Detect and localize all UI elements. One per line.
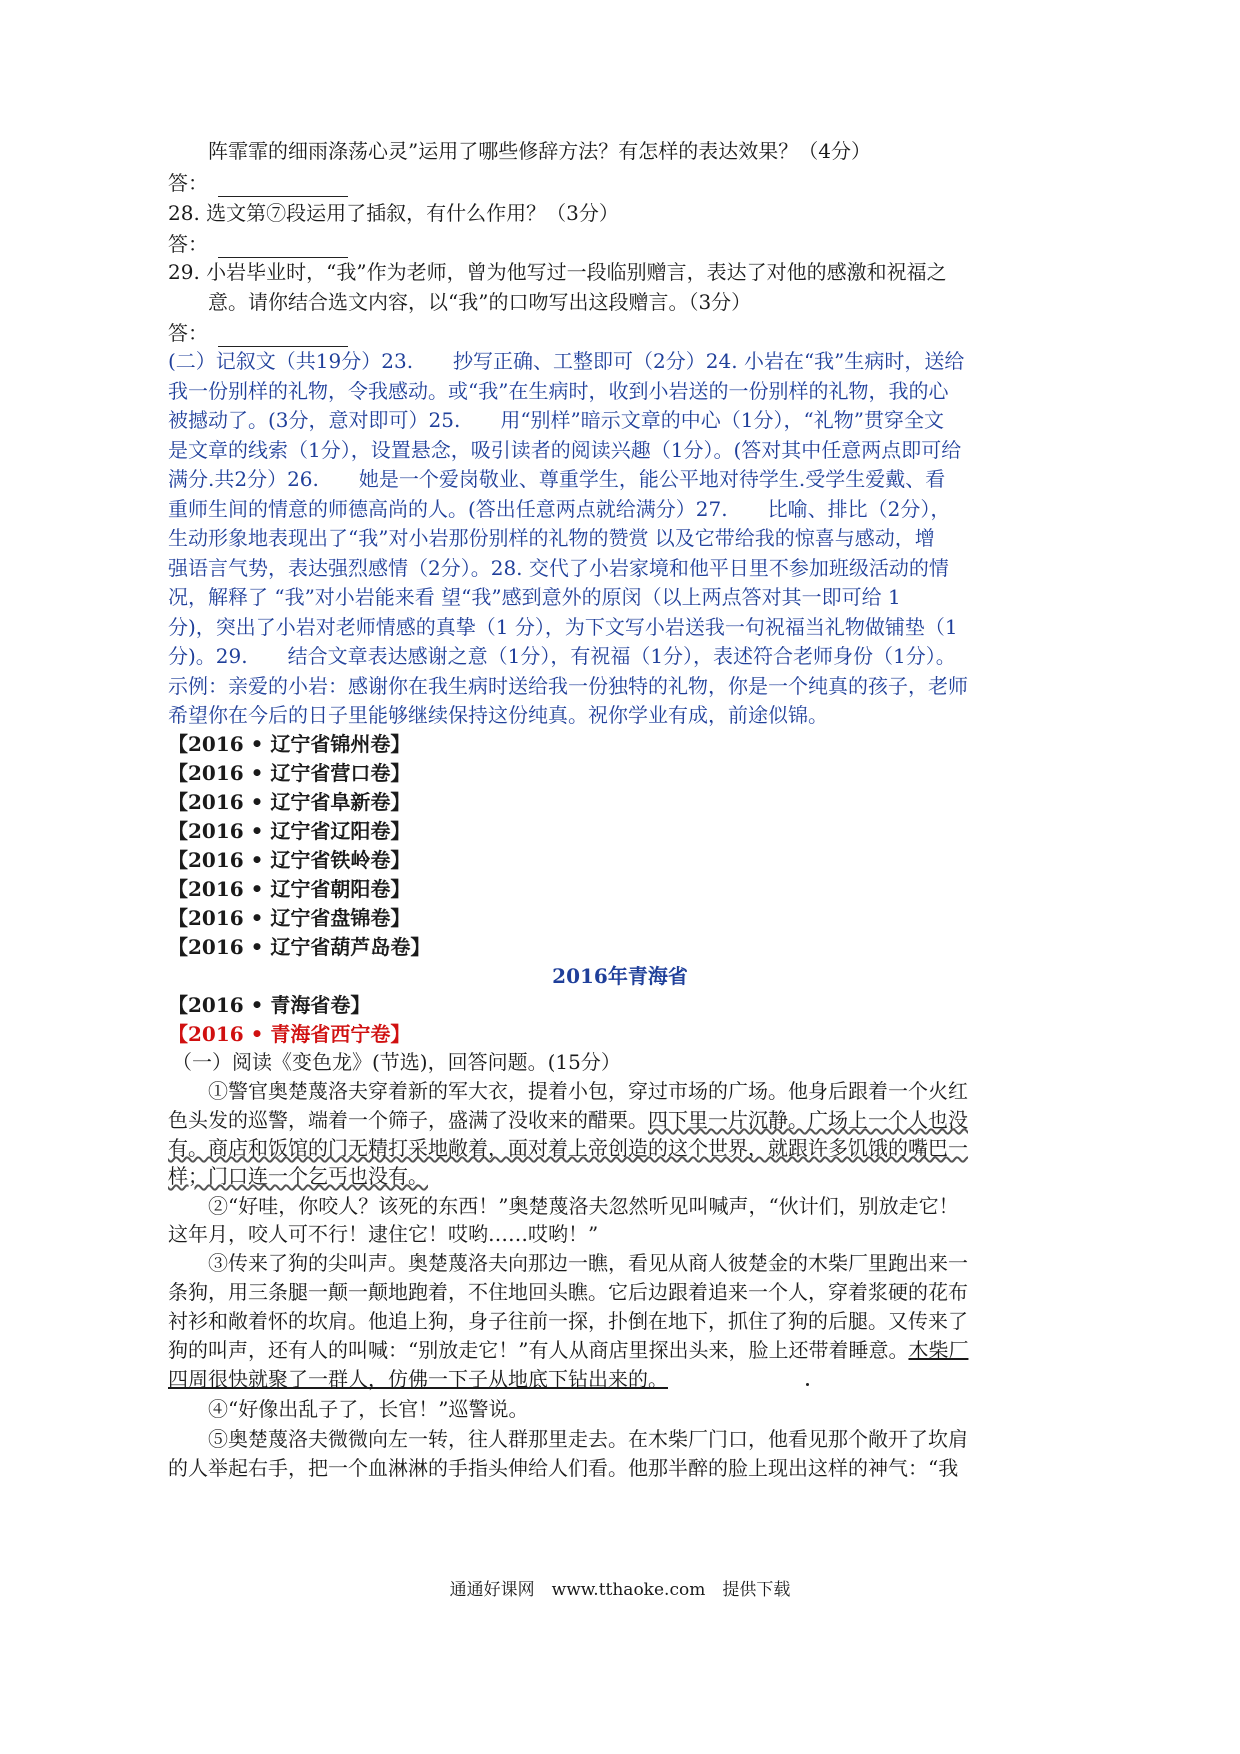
- section-header-qinghai: 【2016 • 青海省卷】: [168, 993, 371, 1017]
- answer-line-27: [168, 169, 348, 197]
- paragraph-3-line: 条狗，用三条腿一颠一颠地跑着，不住地回头瞧。它后边跟着追来一个人，穿着浆硬的花布: [168, 1280, 968, 1304]
- province-title: 2016年青海省: [552, 964, 688, 988]
- answer-key-line: 生动形象地表现出了“我”对小岩那份别样的礼物的赞赏 以及它带给我的惊喜与感动，增: [168, 526, 935, 550]
- section-header-chaoyang: 【2016 • 辽宁省朝阳卷】: [168, 877, 411, 901]
- answer-blank[interactable]: [218, 237, 348, 258]
- answer-label: 答：: [168, 171, 208, 195]
- section-header-fuxin: 【2016 • 辽宁省阜新卷】: [168, 790, 411, 814]
- answer-blank[interactable]: [218, 326, 348, 347]
- stray-dot: [806, 1383, 809, 1386]
- answer-key-line: 满分.共2分）26. 她是一个爱岗敬业、尊重学生，能公平地对待学生.受学生爱戴、看: [168, 467, 946, 491]
- wavy-underlined-text: 有。商店和饭馆的门无精打采地敞着，面对着上帝创造的这个世界，就跟许多饥饿的嘴巴一: [168, 1136, 968, 1160]
- answer-blank[interactable]: [218, 176, 348, 197]
- answer-key-line: (二）记叙文（共19分）23. 抄写正确、工整即可（2分）24. 小岩在“我”生病时，送给: [168, 349, 965, 373]
- paragraph-3-line: 衬衫和敞着怀的坎肩。他追上狗，身子往前一探，扑倒在地下，抓住了狗的后腿。又传来了: [168, 1309, 968, 1333]
- reading-intro: （一）阅读《变色龙》(节选)，回答问题。(15分）: [172, 1050, 621, 1074]
- section-header-huludao: 【2016 • 辽宁省葫芦岛卷】: [168, 935, 431, 959]
- answer-key-line: 被撼动了。(3分，意对即可）25. 用“别样”暗示文章的中心（1分），“礼物”贯穿全文: [168, 408, 944, 432]
- answer-label: 答：: [168, 321, 208, 345]
- wavy-underlined-text: 样；门口连一个乞丐也没有。: [168, 1164, 428, 1188]
- answer-key-line: 希望你在今后的日子里能够继续保持这份纯真。祝你学业有成，前途似锦。: [168, 703, 828, 727]
- wavy-underlined-text: 四下里一片沉静。广场上一个人也没: [648, 1108, 968, 1132]
- answer-label: 答：: [168, 232, 208, 256]
- section-header-yingkou: 【2016 • 辽宁省营口卷】: [168, 761, 411, 785]
- paragraph-4-line: ④“好像出乱子了，长官！”巡警说。: [208, 1397, 529, 1421]
- question-27-tail: 阵霏霏的细雨涤荡心灵”运用了哪些修辞方法？有怎样的表达效果？（4分）: [208, 139, 871, 163]
- paragraph-1-line: ①警官奥楚蔑洛夫穿着新的军大衣，提着小包，穿过市场的广场。他身后跟着一个火红: [208, 1079, 968, 1103]
- answer-key-line: 强语言气势，表达强烈感情（2分）。28. 交代了小岩家境和他平日里不参加班级活动的情: [168, 556, 949, 580]
- section-header-xining: 【2016 • 青海省西宁卷】: [168, 1022, 411, 1046]
- underlined-text: 四周很快就聚了一群人，仿佛一下子从地底下钻出来的。: [168, 1367, 668, 1391]
- paragraph-2-line: ②“好哇，你咬人？该死的东西！”奥楚蔑洛夫忽然听见叫喊声，“伙计们，别放走它！: [208, 1194, 959, 1218]
- answer-key-line: 况，解释了 “我”对小岩能来看 望“我”感到意外的原闵（以上两点答对其一即可给 1: [168, 585, 901, 609]
- paragraph-5-line: 的人举起右手，把一个血淋淋的手指头伸给人们看。他那半醉的脸上现出这样的神气：“我: [168, 1456, 959, 1480]
- page-footer: 通通好课网 www.tthaoke.com 提供下载: [449, 1580, 791, 1600]
- section-header-liaoyang: 【2016 • 辽宁省辽阳卷】: [168, 819, 411, 843]
- answer-key-line: 我一份别样的礼物，令我感动。或“我”在生病时，收到小岩送的一份别样的礼物，我的心: [168, 379, 949, 403]
- section-header-tieling: 【2016 • 辽宁省铁岭卷】: [168, 848, 411, 872]
- underlined-text: 木柴厂: [908, 1338, 969, 1362]
- answer-key-line: 是文章的线索（1分），设置悬念，吸引读者的阅读兴趣（1分）。(答对其中任意两点即可给: [168, 438, 962, 462]
- paragraph-1-line: [168, 1106, 968, 1134]
- section-header-panjin: 【2016 • 辽宁省盘锦卷】: [168, 906, 411, 930]
- paragraph-3-line: ③传来了狗的尖叫声。奥楚蔑洛夫向那边一瞧，看见从商人彼楚金的木柴厂里跑出来一: [208, 1251, 968, 1275]
- answer-key-line: 示例：亲爱的小岩：感谢你在我生病时送给我一份独特的礼物，你是一个纯真的孩子，老师: [168, 674, 968, 698]
- section-header-jinzhou: 【2016 • 辽宁省锦州卷】: [168, 732, 411, 756]
- question-29-line1: 29. 小岩毕业时，“我”作为老师，曾为他写过一段临别赠言，表达了对他的感激和祝福之: [168, 260, 947, 284]
- question-28: 28. 选文第⑦段运用了插叙，有什么作用？（3分）: [168, 201, 619, 225]
- paragraph-text: 色头发的巡警，端着一个筛子，盛满了没收来的醋栗。: [168, 1108, 648, 1132]
- answer-line-29: [168, 319, 348, 347]
- answer-key-line: 重师生间的情意的师德高尚的人。(答出任意两点就给满分）27. 比喻、排比（2分），: [168, 497, 951, 521]
- paragraph-text: 狗的叫声，还有人的叫喊：“别放走它！”有人从商店里探出头来，脸上还带着睡意。: [168, 1338, 909, 1362]
- answer-key-line: 分)，突出了小岩对老师情感的真挚（1 分），为下文写小岩送我一句祝福当礼物做铺垫（1: [168, 615, 958, 639]
- paragraph-3-line: [168, 1336, 968, 1364]
- answer-key-line: 分)。29. 结合文章表达感谢之意（1分），有祝福（1分），表述符合老师身份（1分）。: [168, 644, 956, 668]
- answer-line-28: [168, 230, 348, 258]
- paragraph-5-line: ⑤奥楚蔑洛夫微微向左一转，往人群那里走去。在木柴厂门口，他看见那个敞开了坎肩: [208, 1427, 968, 1451]
- question-29-line2: 意。请你结合选文内容，以“我”的口吻写出这段赠言。（3分）: [208, 290, 752, 314]
- paragraph-2-line: 这年月，咬人可不行！逮住它！哎哟……哎哟！”: [168, 1222, 599, 1246]
